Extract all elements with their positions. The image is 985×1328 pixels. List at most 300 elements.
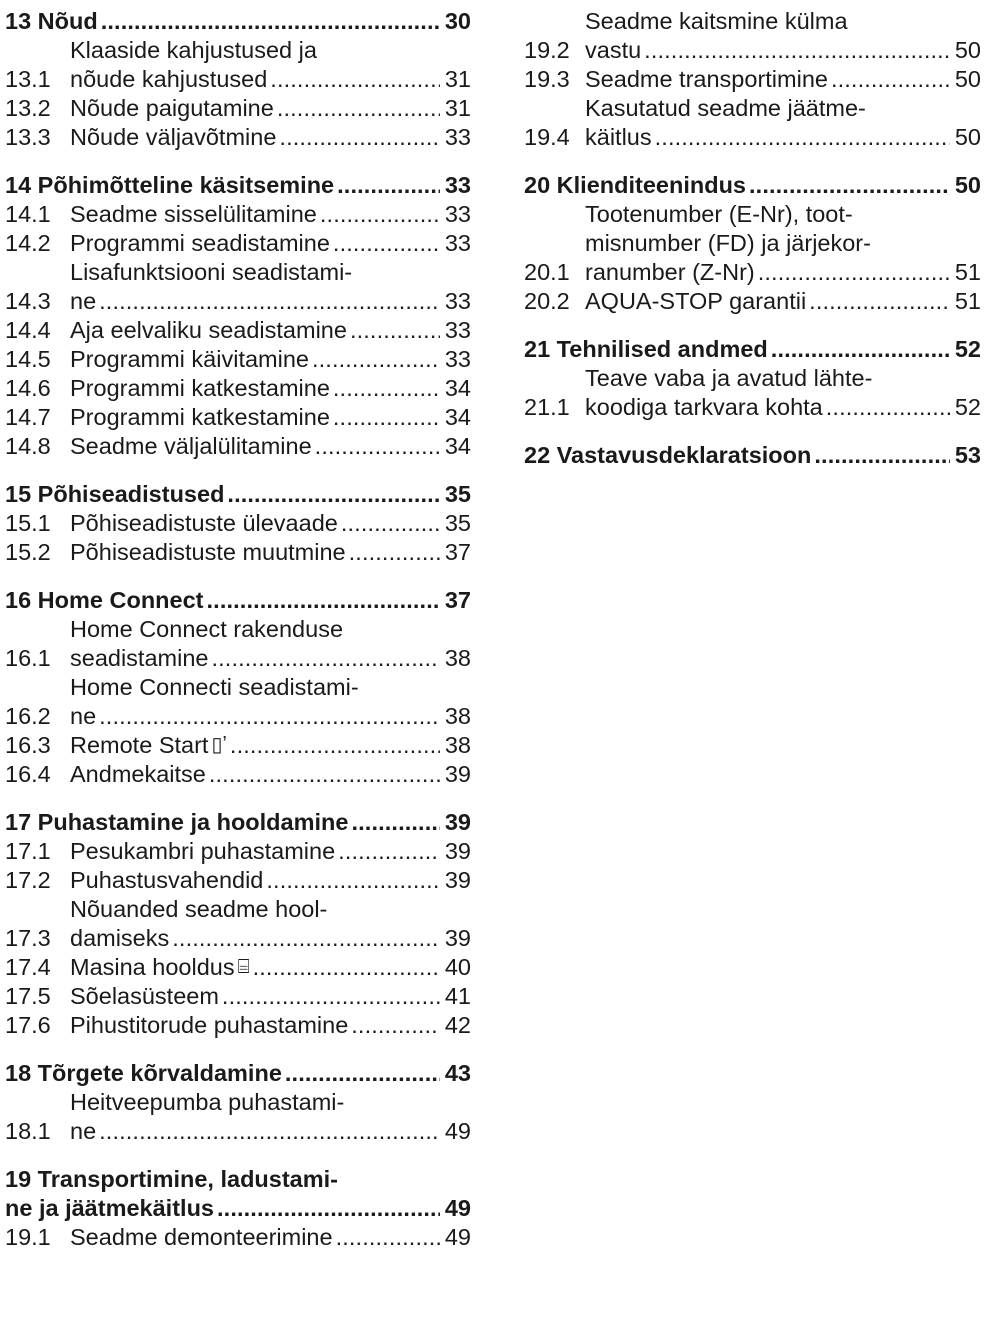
toc-leader-dots [99, 702, 440, 731]
toc-entry[interactable] [524, 200, 981, 287]
toc-entry-title-line: 19 Transportimine, ladustami- [5, 1166, 339, 1192]
toc-entry-title-line: 13 Nõud [5, 8, 98, 34]
toc-entry-body [70, 258, 471, 316]
toc-entry-number: 13.2 [5, 95, 51, 121]
toc-entry[interactable] [5, 403, 471, 432]
toc-entry-body [70, 36, 471, 94]
toc-leader-dots [749, 171, 950, 200]
toc-section [5, 1059, 471, 1146]
toc-entry-body [585, 287, 981, 316]
toc-leader-dots [217, 1194, 440, 1223]
toc-entry[interactable] [5, 316, 471, 345]
toc-entry[interactable] [5, 731, 471, 760]
toc-page-number: 33 [444, 288, 471, 314]
toc-entry-body [70, 1223, 471, 1252]
toc-page-number: 33 [444, 124, 471, 150]
toc-heading[interactable] [5, 7, 471, 36]
toc-entry-title-line: Kasutatud seadme jäätme- [585, 95, 866, 121]
toc-entry[interactable] [524, 94, 981, 152]
toc-section [524, 7, 981, 152]
toc-heading[interactable] [5, 171, 471, 200]
toc-entry-last-line [5, 171, 471, 200]
toc-entry-last-line [70, 403, 471, 432]
toc-entry-body [585, 200, 981, 287]
toc-entry[interactable] [5, 538, 471, 567]
toc-entry-title-line: ne ja jäätmekäitlus [5, 1195, 214, 1221]
toc-entry-title-line: Nõude paigutamine [70, 95, 274, 121]
toc-entry-number: 17.5 [5, 983, 51, 1009]
toc-page-number: 34 [444, 375, 471, 401]
toc-entry[interactable] [5, 36, 471, 94]
toc-page-number: 38 [444, 645, 471, 671]
toc-entry-body [5, 480, 471, 509]
toc-leader-dots [222, 982, 440, 1011]
toc-entry-body [70, 432, 471, 461]
toc-entry[interactable] [5, 615, 471, 673]
toc-page-number: 53 [954, 442, 981, 468]
toc-entry-last-line [585, 123, 981, 152]
toc-entry-last-line [5, 586, 471, 615]
toc-entry-last-line [585, 36, 981, 65]
toc-page-number: 49 [444, 1195, 471, 1221]
toc-leader-dots [312, 345, 440, 374]
toc-entry-last-line [70, 760, 471, 789]
toc-entry-number: 14.1 [5, 201, 51, 227]
toc-entry-title-line: misnumber (FD) ja järjekor- [585, 230, 871, 256]
toc-entry-number: 19.2 [524, 37, 570, 63]
toc-page-number: 50 [954, 37, 981, 63]
toc-entry-title-line: ne [70, 1118, 97, 1144]
toc-leader-dots [333, 374, 440, 403]
toc-entry-last-line [70, 94, 471, 123]
toc-entry-number: 14.5 [5, 346, 51, 372]
toc-entry-body [70, 982, 471, 1011]
toc-page-number: 50 [954, 124, 981, 150]
toc-entry-number: 17.6 [5, 1012, 51, 1038]
toc-section [5, 808, 471, 1040]
toc-entry-title-line: 22 Vastavusdeklaratsioon [524, 442, 812, 468]
toc-page-number: 51 [954, 259, 981, 285]
toc-entry-title-line: 21 Tehnilised andmed [524, 336, 768, 362]
toc-entry-title-line: 17 Puhastamine ja hooldamine [5, 809, 349, 835]
toc-section [524, 171, 981, 316]
toc-entry[interactable] [5, 432, 471, 461]
toc-entry[interactable] [5, 1088, 471, 1146]
toc-section [5, 586, 471, 789]
toc-leader-dots [253, 953, 440, 982]
toc-entry-body [5, 586, 471, 615]
toc-entry-body [70, 403, 471, 432]
toc-entry-body [70, 1088, 471, 1146]
toc-page-number: 41 [444, 983, 471, 1009]
toc-entry-title-line: ranumber (Z-Nr) [585, 259, 755, 285]
toc-page-number: 30 [444, 8, 471, 34]
toc-leader-dots [270, 65, 440, 94]
toc-leader-dots [277, 94, 440, 123]
toc-entry-title-line: Seadme sisselülitamine [70, 201, 317, 227]
toc-entry-number: 14.3 [5, 288, 51, 314]
toc-entry-number: 15.1 [5, 510, 51, 536]
toc-entry-last-line [524, 171, 981, 200]
toc-leader-dots [337, 171, 440, 200]
toc-entry[interactable] [5, 94, 471, 123]
toc-entry[interactable] [524, 7, 981, 65]
toc-leader-dots [99, 287, 440, 316]
toc-leader-dots [341, 509, 440, 538]
toc-entry-title-line: Puhastusvahendid [70, 867, 264, 893]
toc-entry-last-line [70, 287, 471, 316]
toc-leader-dots [266, 866, 440, 895]
toc-entry-title-line: Teave vaba ja avatud lähte- [585, 365, 873, 391]
toc-entry-body [70, 374, 471, 403]
toc-entry-last-line [70, 374, 471, 403]
toc-entry-last-line [70, 644, 471, 673]
toc-page-number: 49 [444, 1224, 471, 1250]
toc-entry-last-line [5, 480, 471, 509]
toc-section [5, 171, 471, 461]
toc-page-number: 33 [444, 201, 471, 227]
toc-entry-body [70, 316, 471, 345]
toc-entry[interactable] [5, 258, 471, 316]
toc-entry-last-line [585, 287, 981, 316]
toc-entry-last-line [5, 7, 471, 36]
toc-entry-title-line: Home Connect rakenduse [70, 616, 344, 642]
toc-entry-last-line [70, 924, 471, 953]
toc-page-number: 33 [444, 346, 471, 372]
toc-entry[interactable] [5, 1223, 471, 1252]
toc-section [5, 7, 471, 152]
toc-leader-dots [172, 924, 440, 953]
toc-page-number: 50 [954, 66, 981, 92]
toc-heading[interactable] [5, 480, 471, 509]
toc-leader-dots [771, 335, 950, 364]
toc-page-number: 51 [954, 288, 981, 314]
toc-leader-dots [333, 403, 440, 432]
toc-entry-title-line: Pesukambri puhastamine [70, 838, 336, 864]
toc-entry-title-line: Seadme kaitsmine külma [585, 8, 848, 34]
toc-entry-body [585, 364, 981, 422]
toc-leader-dots [315, 432, 440, 461]
toc-entry-last-line [70, 837, 471, 866]
toc-leader-dots [826, 393, 950, 422]
toc-entry-number: 19.1 [5, 1224, 51, 1250]
toc-entry-title-line: Sõelasüsteem [70, 983, 219, 1009]
toc-entry-body [5, 1165, 471, 1223]
toc-entry[interactable] [5, 895, 471, 953]
toc-leader-dots [211, 644, 440, 673]
toc-entry-body [70, 123, 471, 152]
toc-page-number: 33 [444, 230, 471, 256]
toc-leader-dots [101, 7, 440, 36]
toc-entry-last-line [70, 509, 471, 538]
toc-entry-title-line: 18 Tõrgete kõrvaldamine [5, 1060, 282, 1086]
toc-entry-body [70, 1011, 471, 1040]
toc-entry-body [524, 171, 981, 200]
toc-entry-number: 14.7 [5, 404, 51, 430]
toc-page-number: 40 [444, 954, 471, 980]
toc-entry-body [70, 229, 471, 258]
toc-entry-last-line [524, 335, 981, 364]
toc-entry-title-line: Seadme väljalülitamine [70, 433, 312, 459]
toc-entry-title-line: Lisafunktsiooni seadistami- [70, 259, 353, 285]
toc-entry-title-line: AQUA-STOP garantii [585, 288, 807, 314]
toc-entry-title-line: seadistamine [70, 645, 209, 671]
toc-leader-dots [809, 287, 950, 316]
toc-entry-body [5, 1059, 471, 1088]
toc-entry-number: 19.4 [524, 124, 570, 150]
toc-heading[interactable] [5, 1059, 471, 1088]
toc-leader-dots [207, 586, 441, 615]
toc-page-number: 39 [444, 809, 471, 835]
toc-page-number: 39 [444, 838, 471, 864]
toc-entry-number: 13.1 [5, 66, 51, 92]
toc-page-number: 50 [954, 172, 981, 198]
toc-entry[interactable] [5, 673, 471, 731]
toc-page-number: 35 [444, 481, 471, 507]
toc-entry-title-line: Andmekaitse [70, 761, 206, 787]
toc-entry-title-line: Seadme demonteerimine [70, 1224, 333, 1250]
toc-entry-body [70, 837, 471, 866]
toc-entry-body [70, 615, 471, 673]
toc-page-number: 52 [954, 336, 981, 362]
toc-page-number: 38 [444, 732, 471, 758]
toc-entry-last-line [70, 432, 471, 461]
toc-page-number: 35 [444, 510, 471, 536]
machine-care-icon: ⌸ [237, 956, 250, 978]
toc-page-number: 52 [954, 394, 981, 420]
toc-entry-body [524, 335, 981, 364]
toc-leader-dots [351, 808, 440, 837]
toc-entry-title-line: Klaaside kahjustused ja [70, 37, 317, 63]
toc-entry-body [524, 441, 981, 470]
toc-entry-body [5, 7, 471, 36]
toc-page-number: 39 [444, 761, 471, 787]
toc-entry-body [5, 171, 471, 200]
toc-entry-last-line [70, 1117, 471, 1146]
toc-entry-last-line [585, 258, 981, 287]
toc-entry-number: 16.3 [5, 732, 51, 758]
toc-entry[interactable] [5, 1011, 471, 1040]
toc-entry-title-line: ne [70, 703, 97, 729]
toc-entry-last-line [70, 65, 471, 94]
toc-leader-dots [285, 1059, 440, 1088]
toc-entry-title-line: 15 Põhiseadistused [5, 481, 225, 507]
toc-entry-body [70, 953, 471, 982]
toc-entry-last-line [70, 866, 471, 895]
toc-entry-title-line: Pihustitorude puhastamine [70, 1012, 349, 1038]
toc-leader-dots [279, 123, 440, 152]
toc-leader-dots [349, 538, 440, 567]
toc-entry[interactable] [5, 123, 471, 152]
toc-entry-last-line [70, 1223, 471, 1252]
toc-entry-last-line [524, 441, 981, 470]
toc-entry-number: 17.1 [5, 838, 51, 864]
toc-leader-dots [655, 123, 950, 152]
toc-leader-dots [351, 1011, 440, 1040]
toc-entry-number: 15.2 [5, 539, 51, 565]
toc-column-right [524, 7, 981, 489]
toc-page-number: 39 [444, 867, 471, 893]
toc-entry-number: 17.2 [5, 867, 51, 893]
toc-entry-last-line [70, 982, 471, 1011]
toc-entry-number: 21.1 [524, 394, 570, 420]
toc-page-number: 33 [444, 172, 471, 198]
toc-entry-title-line: Programmi katkestamine [70, 404, 330, 430]
toc-page-number: 42 [444, 1012, 471, 1038]
toc-heading[interactable] [524, 171, 981, 200]
toc-entry-title-line: Tootenumber (E-Nr), toot- [585, 201, 853, 227]
toc-entry-title-line: Põhiseadistuste muutmine [70, 539, 346, 565]
toc-leader-dots [320, 200, 440, 229]
toc-entry-title-line: Programmi seadistamine [70, 230, 330, 256]
toc-entry[interactable] [5, 509, 471, 538]
toc-leader-dots [209, 760, 440, 789]
toc-entry[interactable] [5, 200, 471, 229]
toc-page-number: 34 [444, 404, 471, 430]
toc-entry-number: 17.3 [5, 925, 51, 951]
toc-entry-number: 16.1 [5, 645, 51, 671]
toc-leader-dots [227, 480, 440, 509]
toc-entry-last-line [70, 345, 471, 374]
toc-entry-last-line [585, 65, 981, 94]
toc-entry-last-line [70, 123, 471, 152]
toc-entry-title-line: Home Connecti seadistami- [70, 674, 359, 700]
toc-page-number: 37 [444, 587, 471, 613]
toc-entry-number: 18.1 [5, 1118, 51, 1144]
toc-entry-title-line: Põhiseadistuste ülevaade [70, 510, 338, 536]
toc-entry[interactable] [5, 229, 471, 258]
toc-entry[interactable] [5, 982, 471, 1011]
toc-page-number: 37 [444, 539, 471, 565]
toc-entry-title-line: 16 Home Connect [5, 587, 204, 613]
toc-entry-last-line [70, 538, 471, 567]
toc-leader-dots [758, 258, 950, 287]
toc-entry-body [585, 94, 981, 152]
toc-leader-dots [230, 731, 440, 760]
toc-entry-number: 17.4 [5, 954, 51, 980]
toc-page-number: 34 [444, 433, 471, 459]
toc-page-number: 38 [444, 703, 471, 729]
toc-entry-last-line [70, 229, 471, 258]
toc-entry-number: 14.8 [5, 433, 51, 459]
toc-entry[interactable] [524, 364, 981, 422]
toc-entry-body [585, 7, 981, 65]
toc-entry-title-line: Nõuanded seadme hool- [70, 896, 328, 922]
toc-entry-last-line [70, 1011, 471, 1040]
toc-entry[interactable] [5, 837, 471, 866]
toc-leader-dots [831, 65, 950, 94]
toc-entry-title-line: Programmi katkestamine [70, 375, 330, 401]
toc-entry-title-line: 14 Põhimõtteline käsitsemine [5, 172, 335, 198]
toc-entry-number: 16.4 [5, 761, 51, 787]
toc-section [5, 1165, 471, 1252]
toc-page-number: 39 [444, 925, 471, 951]
toc-entry-body [70, 94, 471, 123]
toc-entry-title-line: Remote Start [70, 732, 209, 758]
toc-leader-dots [350, 316, 440, 345]
toc-entry[interactable] [5, 374, 471, 403]
toc-heading[interactable] [524, 441, 981, 470]
toc-entry-body [585, 65, 981, 94]
toc-entry-title-line: Nõude väljavõtmine [70, 124, 277, 150]
toc-entry-title-line: Aja eelvaliku seadistamine [70, 317, 347, 343]
toc-heading[interactable] [524, 335, 981, 364]
toc-heading[interactable] [5, 1165, 471, 1223]
toc-entry-body [70, 731, 471, 760]
toc-entry-title-line: Programmi käivitamine [70, 346, 309, 372]
toc-entry-title-line: käitlus [585, 124, 652, 150]
toc-entry-last-line [70, 702, 471, 731]
toc-entry-title-line: 20 Klienditeenindus [524, 172, 746, 198]
toc-leader-dots [644, 36, 950, 65]
toc-entry[interactable] [5, 953, 471, 982]
toc-heading[interactable] [5, 808, 471, 837]
toc-entry-last-line [70, 731, 471, 760]
toc-entry[interactable] [524, 65, 981, 94]
toc-entry-body [70, 345, 471, 374]
toc-entry-body [70, 866, 471, 895]
toc-entry-last-line [5, 1194, 471, 1223]
toc-section [524, 335, 981, 422]
toc-entry-body [70, 538, 471, 567]
toc-entry-last-line [5, 808, 471, 837]
toc-leader-dots [333, 229, 440, 258]
toc-entry-body [70, 673, 471, 731]
toc-entry-number: 16.2 [5, 703, 51, 729]
toc-entry-number: 14.6 [5, 375, 51, 401]
toc-entry-body [70, 895, 471, 953]
toc-page-number: 33 [444, 317, 471, 343]
remote-start-icon: ▯ʼ [211, 734, 227, 756]
toc-entry-last-line [70, 953, 471, 982]
toc-section [5, 480, 471, 567]
toc-entry-body [70, 509, 471, 538]
toc-entry-last-line [70, 316, 471, 345]
toc-entry-title-line: damiseks [70, 925, 170, 951]
toc-leader-dots [99, 1117, 440, 1146]
toc-entry-number: 19.3 [524, 66, 570, 92]
toc-entry[interactable] [5, 760, 471, 789]
toc-entry-title-line: Heitveepumba puhastami- [70, 1089, 345, 1115]
toc-entry-number: 20.2 [524, 288, 570, 314]
toc-leader-dots [814, 441, 950, 470]
toc-column-left [5, 7, 471, 1271]
toc-page-number: 31 [444, 66, 471, 92]
toc-entry-number: 20.1 [524, 259, 570, 285]
toc-entry-title-line: Masina hooldus [70, 954, 235, 980]
toc-page-number: 31 [444, 95, 471, 121]
toc-heading[interactable] [5, 586, 471, 615]
toc-entry-last-line [585, 393, 981, 422]
toc-entry-title-line: ne [70, 288, 97, 314]
toc-entry[interactable] [5, 866, 471, 895]
toc-entry-title-line: nõude kahjustused [70, 66, 268, 92]
toc-entry-last-line [70, 200, 471, 229]
toc-entry-body [5, 808, 471, 837]
toc-leader-dots [338, 837, 440, 866]
toc-entry-body [70, 200, 471, 229]
toc-entry-title-line: vastu [585, 37, 642, 63]
toc-entry[interactable] [524, 287, 981, 316]
toc-entry-number: 13.3 [5, 124, 51, 150]
toc-entry[interactable] [5, 345, 471, 374]
toc-entry-number: 14.4 [5, 317, 51, 343]
toc-section [524, 441, 981, 470]
toc-page-number: 49 [444, 1118, 471, 1144]
toc-page-number: 43 [444, 1060, 471, 1086]
toc-entry-body [70, 760, 471, 789]
toc-leader-dots [336, 1223, 440, 1252]
